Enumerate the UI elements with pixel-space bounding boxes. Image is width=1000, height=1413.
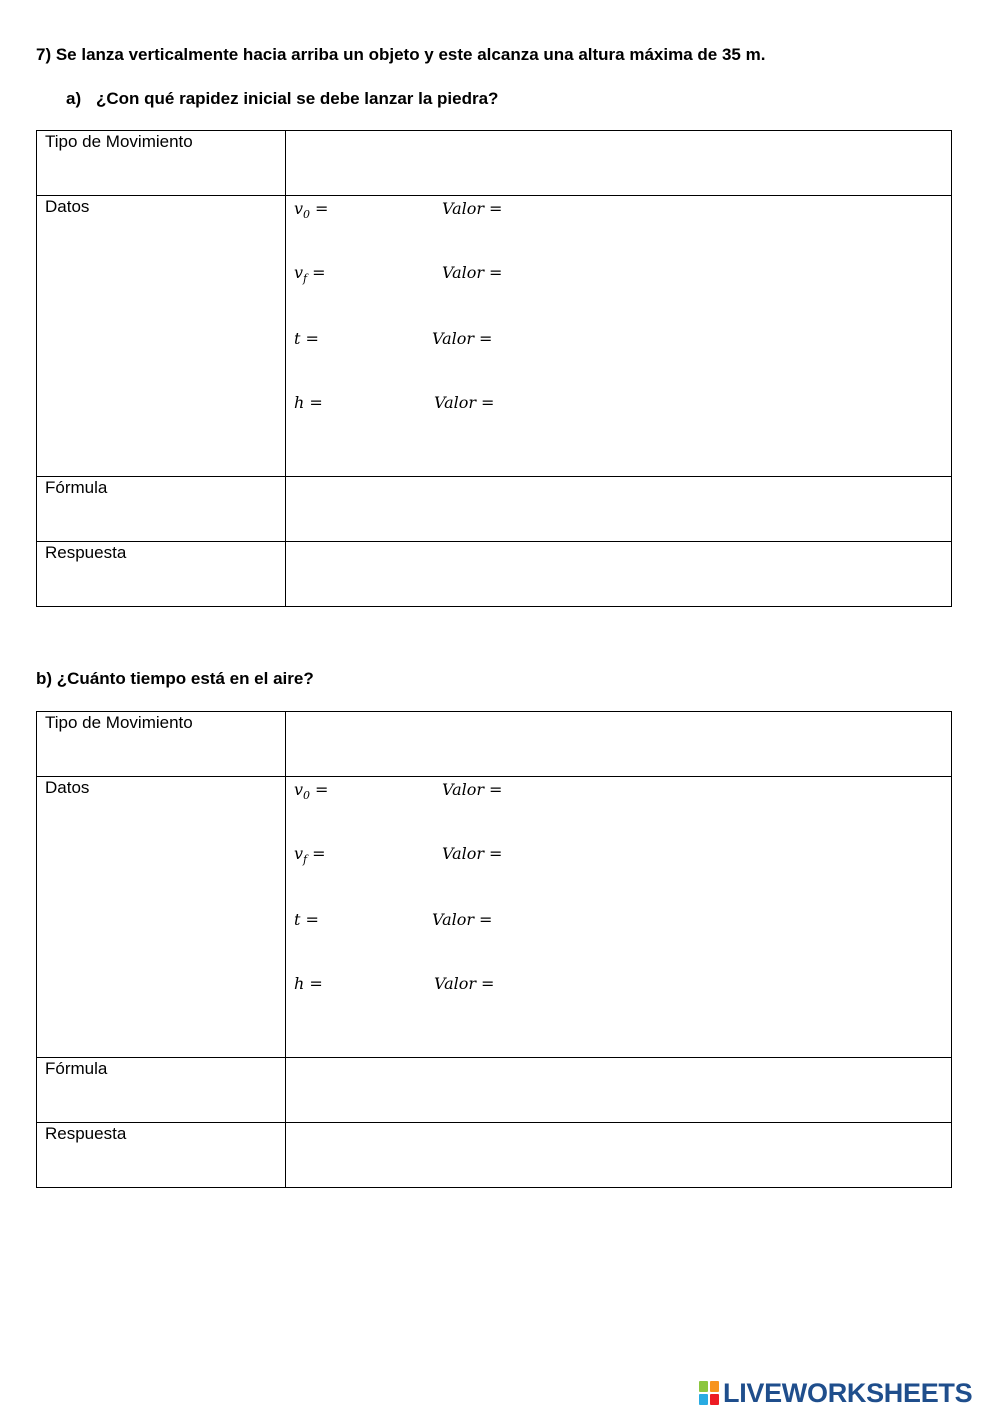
label-datos: Datos <box>37 196 286 477</box>
part-b-question: b) ¿Cuánto tiempo está en el aire? <box>36 669 314 688</box>
var-v0: $v_0$ = <box>294 199 329 221</box>
var-t: t = <box>294 910 319 929</box>
valor-t: Valor = <box>432 910 493 929</box>
table-part-a <box>36 130 952 607</box>
var-vf: $v_f$ = <box>294 263 326 285</box>
valor-vf: Valor = <box>442 263 503 282</box>
var-h: h = <box>294 974 323 993</box>
var-vf: $v_f$ = <box>294 844 326 866</box>
label-tipo-movimiento: Tipo de Movimiento <box>37 712 286 777</box>
var-t: t = <box>294 329 319 348</box>
var-v0: $v_0$ = <box>294 780 329 802</box>
liveworksheets-brand: LIVEWORKSHEETS <box>723 1378 973 1408</box>
var-h: h = <box>294 393 323 412</box>
valor-h: Valor = <box>434 974 495 993</box>
question-title: 7) Se lanza verticalmente hacia arriba un objeto y este alcanza una altura máxima de 35 m. <box>36 45 766 64</box>
label-formula: Fórmula <box>37 1058 286 1123</box>
part-a-text: ¿Con qué rapidez inicial se debe lanzar la piedra? <box>96 89 499 108</box>
input-formula[interactable] <box>286 1058 952 1123</box>
label-formula: Fórmula <box>37 477 286 542</box>
valor-v0: Valor = <box>442 199 503 218</box>
label-respuesta: Respuesta <box>37 542 286 607</box>
part-a-label: a) <box>66 89 82 108</box>
datos-cell[interactable] <box>286 777 952 1058</box>
valor-vf: Valor = <box>442 844 503 863</box>
input-tipo-movimiento[interactable] <box>286 712 952 777</box>
part-a-question <box>66 89 498 109</box>
label-tipo-movimiento: Tipo de Movimiento <box>37 131 286 196</box>
valor-v0: Valor = <box>442 780 503 799</box>
input-tipo-movimiento[interactable] <box>286 131 952 196</box>
liveworksheets-logo-icon <box>698 1380 720 1406</box>
datos-cell[interactable] <box>286 196 952 477</box>
liveworksheets-logo[interactable] <box>698 1378 972 1408</box>
input-respuesta[interactable] <box>286 542 952 607</box>
valor-h: Valor = <box>434 393 495 412</box>
valor-t: Valor = <box>432 329 493 348</box>
label-respuesta: Respuesta <box>37 1123 286 1188</box>
input-formula[interactable] <box>286 477 952 542</box>
input-respuesta[interactable] <box>286 1123 952 1188</box>
table-part-b <box>36 711 952 1188</box>
label-datos: Datos <box>37 777 286 1058</box>
